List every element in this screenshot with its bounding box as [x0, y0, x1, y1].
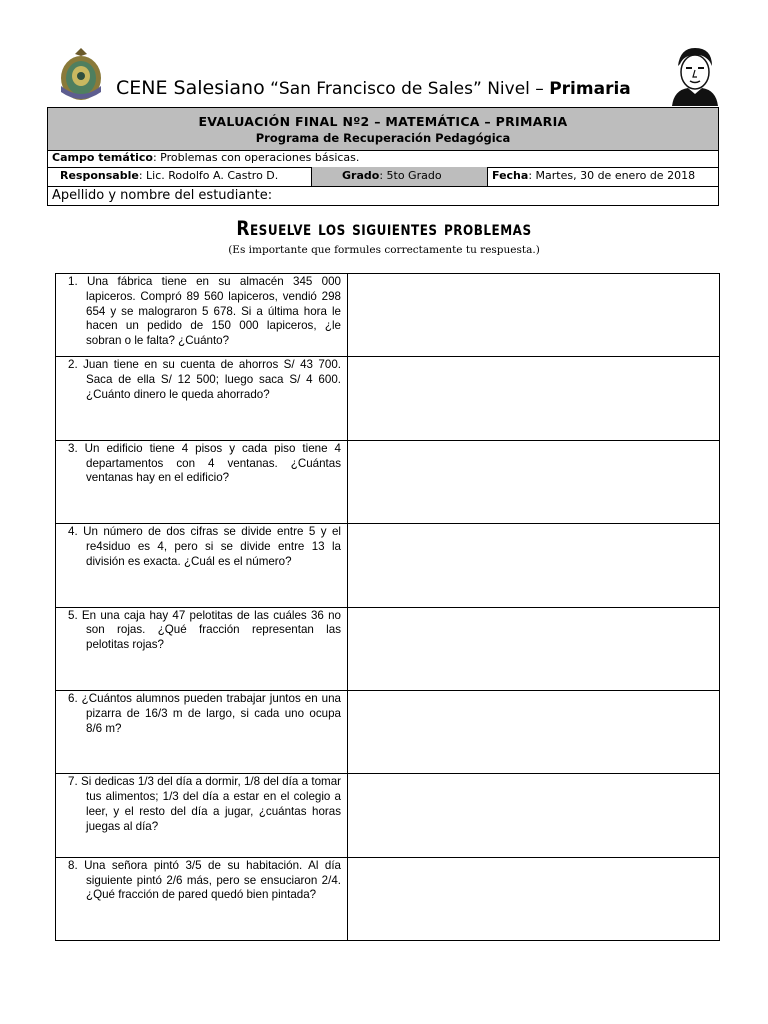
- answer-area[interactable]: [348, 608, 719, 690]
- answer-area[interactable]: [348, 858, 719, 941]
- answer-area[interactable]: [348, 691, 719, 773]
- school-crest-icon: [56, 46, 106, 104]
- student-name-field[interactable]: Apellido y nombre del estudiante:: [52, 188, 273, 203]
- problem-question-cell: [56, 774, 348, 856]
- problem-text: 6. ¿Cuántos alumnos pueden trabajar juntos en una pizarra de 16/3 m de largo, si cada uno ocupa 8/6 m?: [68, 692, 341, 735]
- exam-title: EVALUACIÓN FINAL Nº2 – MATEMÁTICA – PRIMARIA: [198, 114, 568, 129]
- answer-area[interactable]: [348, 357, 719, 439]
- campo-value: : Problemas con operaciones básicas.: [152, 151, 360, 164]
- problem-question-cell: [56, 691, 348, 773]
- problem-question-cell: [56, 274, 348, 356]
- problem-row: [56, 441, 719, 524]
- exam-title-band: [48, 108, 718, 151]
- problem-text: 7. Si dedicas 1/3 del día a dormir, 1/8 del día a tomar tus alimentos; 1/3 del día a estar en el colegio a leer, y el resto del día a jugar, ¿cuántas horas juegas al día?: [68, 775, 341, 833]
- program-title: Programa de Recuperación Pedagógica: [255, 131, 511, 145]
- responsable-label: Responsable: [60, 169, 139, 182]
- responsable-cell: [48, 167, 312, 186]
- grado-value: : 5to Grado: [379, 169, 442, 182]
- answer-area[interactable]: [348, 441, 719, 523]
- problem-row: [56, 774, 719, 857]
- school-name: [116, 76, 676, 101]
- problem-question-cell: [56, 524, 348, 606]
- problem-question-cell: [56, 357, 348, 439]
- answer-area[interactable]: [348, 274, 719, 356]
- problem-row: [56, 691, 719, 774]
- problem-text: 1. Una fábrica tiene en su almacén 345 000 lapiceros. Compró 89 560 lapiceros, vendió 298 654 y se malograron 5 678. Si a última hora le hacen un pedido de 150 000 lapiceros, ¿le sobran o le falta? ¿Cuánto?: [68, 275, 341, 348]
- problem-text: 3. Un edificio tiene 4 pisos y cada piso tiene 4 departamentos con 4 ventanas. ¿Cuántas ventanas hay en el edificio?: [68, 441, 341, 485]
- problem-question-cell: [56, 441, 348, 523]
- student-row[interactable]: [48, 186, 718, 205]
- fecha-cell: [488, 167, 718, 186]
- problem-question-cell: [56, 858, 348, 941]
- problem-row: [56, 858, 719, 941]
- campo-cell: [48, 150, 718, 167]
- problem-row: [56, 357, 719, 440]
- fecha-label: Fecha: [492, 169, 529, 182]
- section-title: Resuelve los siguientes problemas: [236, 217, 532, 241]
- problem-row: [56, 274, 719, 357]
- school-name-mid: “San Francisco de Sales” Nivel –: [264, 79, 550, 99]
- grado-cell: [312, 167, 488, 186]
- problem-text: 4. Un número de dos cifras se divide entre 5 y el re4siduo es 4, pero si se divide entre 13 la división es exacta. ¿Cuál es el número?: [68, 525, 341, 568]
- school-level: Primaria: [549, 79, 631, 99]
- grado-label: Grado: [342, 169, 380, 182]
- section-subtitle: (Es importante que formules correctamente tu respuesta.): [228, 244, 540, 256]
- problem-question-cell: [56, 608, 348, 690]
- saint-portrait-icon: [668, 44, 720, 106]
- campo-label: Campo temático: [52, 151, 153, 164]
- problem-text: 5. En una caja hay 47 pelotitas de las cuáles 36 no son rojas. ¿Qué fracción representan las pelotitas rojas?: [68, 608, 341, 652]
- school-name-main: CENE Salesiano: [116, 77, 265, 99]
- problem-row: [56, 608, 719, 691]
- problem-row: [56, 524, 719, 607]
- problems-table: [55, 273, 720, 941]
- problem-text: 8. Una señora pintó 3/5 de su habitación. Al día siguiente pintó 2/6 más, pero se ensuciaron 2/4. ¿Qué fracción de pared quedó bien pintada?: [68, 858, 341, 902]
- answer-area[interactable]: [348, 524, 719, 606]
- fecha-value: : Martes, 30 de enero de 2018: [528, 169, 696, 182]
- exam-info-table: [47, 107, 719, 206]
- answer-area[interactable]: [348, 774, 719, 856]
- responsable-row: [48, 167, 718, 187]
- problem-text: 2. Juan tiene en su cuenta de ahorros S/ 43 700. Saca de ella S/ 12 500; luego saca S/ 4 600. ¿Cuánto dinero le queda ahorrado?: [68, 358, 341, 401]
- campo-row: [48, 150, 718, 168]
- responsable-value: : Lic. Rodolfo A. Castro D.: [138, 169, 279, 182]
